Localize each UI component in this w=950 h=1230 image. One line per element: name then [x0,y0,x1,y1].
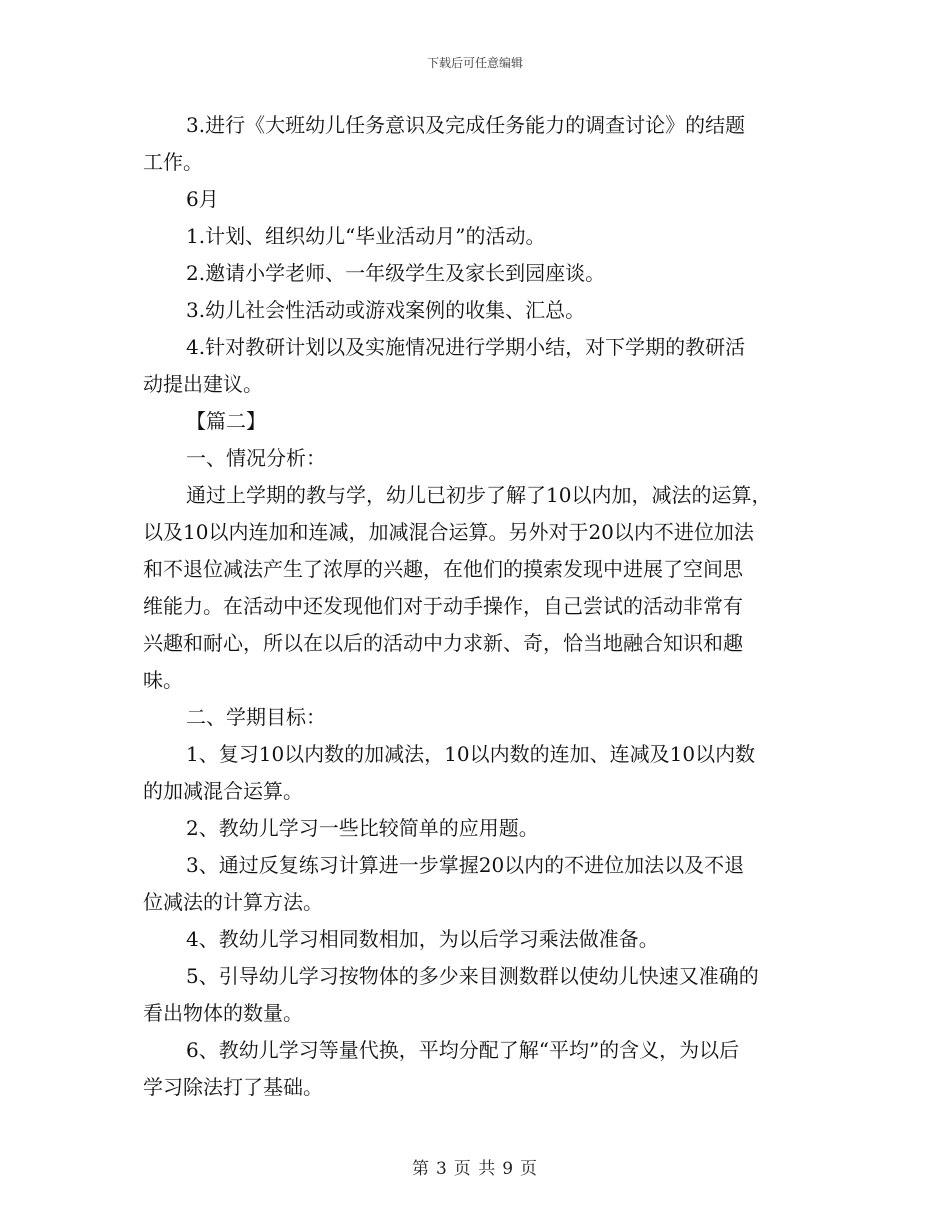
section-title: 【篇二】 [186,409,266,433]
body-line: 2、教幼儿学习一些比较简单的应用题。 [186,816,539,840]
body-line: 的加减混合运算。 [143,779,303,803]
section-heading: 一、情况分析： [186,446,326,470]
body-line: 2.邀请小学老师、一年级学生及家长到园座谈。 [186,261,606,285]
body-line: 3.幼儿社会性活动或游戏案例的收集、汇总。 [186,298,586,322]
body-line: 维能力。在活动中还发现他们对于动手操作，自己尝试的活动非常有 [143,594,743,618]
body-line: 兴趣和耐心，所以在以后的活动中力求新、奇，恰当地融合知识和趣 [143,631,743,655]
body-line: 和不退位减法产生了浓厚的兴趣，在他们的摸索发现中进展了空间思 [143,557,743,581]
body-line: 通过上学期的教与学，幼儿已初步了解了10以内加，减法的运算， [186,483,772,507]
body-line: 1.计划、组织幼儿“毕业活动月”的活动。 [186,224,546,248]
body-line: 味。 [143,668,183,692]
page-header-note: 下载后可任意编辑 [426,56,523,70]
document-body [143,107,815,1106]
footer-prefix: 第 [411,1159,430,1179]
page-total: 9 [502,1159,515,1179]
body-line: 1、复习10以内数的加减法，10以内数的连加、连减及10以内数 [186,742,756,766]
body-line: 4、教幼儿学习相同数相加，为以后学习乘法做准备。 [186,927,659,951]
body-line: 3、通过反复练习计算进一步掌握20以内的不进位加法以及不退 [186,853,745,877]
body-line: 学习除法打了基础。 [143,1075,323,1099]
page-footer [0,1154,950,1179]
body-line: 3.进行《大班幼儿任务意识及完成任务能力的调查讨论》的结题 [186,113,746,137]
body-line: 动提出建议。 [143,372,263,396]
body-line: 工作。 [143,150,203,174]
month-heading: 6月 [186,187,219,211]
body-line: 4.针对教研计划以及实施情况进行学期小结，对下学期的教研活 [186,335,746,359]
body-line: 看出物体的数量。 [143,1001,303,1025]
body-line: 位减法的计算方法。 [143,890,323,914]
body-line: 6、教幼儿学习等量代换，平均分配了解“平均”的含义，为以后 [186,1038,740,1062]
footer-suffix: 页 [520,1159,539,1179]
footer-middle: 页 共 [453,1159,497,1179]
page-number: 3 [435,1159,448,1179]
body-line: 5、引导幼儿学习按物体的多少来目测数群以使幼儿快速又准确的 [186,964,759,988]
body-line: 以及10以内连加和连减，加减混合运算。另外对于20以内不进位加法 [143,520,754,544]
section-heading: 二、学期目标： [186,705,326,729]
